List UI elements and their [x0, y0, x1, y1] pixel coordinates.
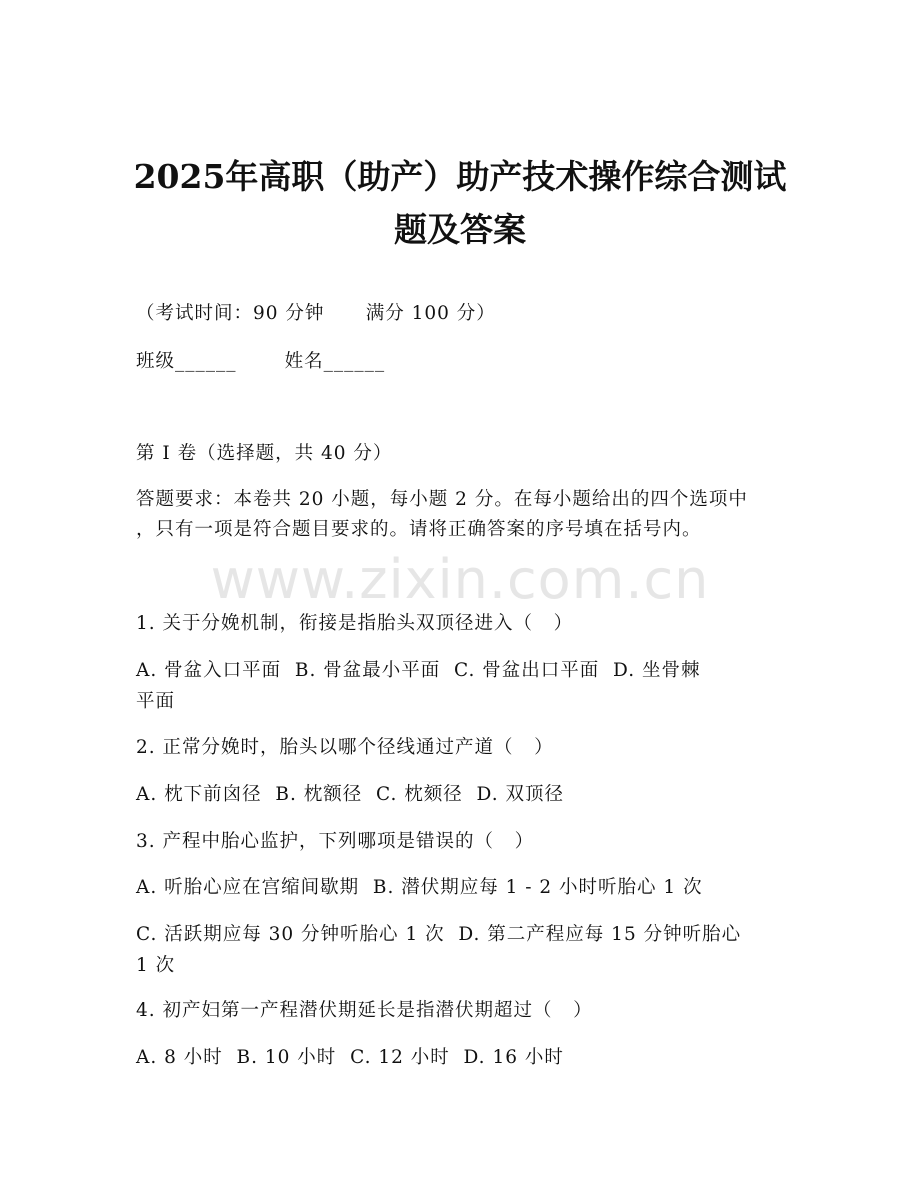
question-4-options: A. 8 小时 B. 10 小时 C. 12 小时 D. 16 小时: [136, 1047, 564, 1068]
question-3-options-line1: A. 听胎心应在宫缩间歇期 B. 潜伏期应每 1 - 2 小时听胎心 1 次: [136, 877, 703, 898]
question-1-stem: 1. 关于分娩机制，衔接是指胎头双顶径进入（ ）: [136, 613, 574, 634]
question-3-stem: 3. 产程中胎心监护，下列哪项是错误的（ ）: [136, 831, 535, 852]
question-3-options-line3: 1 次: [136, 955, 176, 976]
question-3-options-line2: C. 活跃期应每 30 分钟听胎心 1 次 D. 第二产程应每 15 分钟听胎心: [136, 924, 742, 945]
question-1-options-line1: A. 骨盆入口平面 B. 骨盆最小平面 C. 骨盆出口平面 D. 坐骨棘: [136, 660, 701, 681]
document-title-line2: 题及答案: [394, 210, 526, 249]
instructions-line2: ，只有一项是符合题目要求的。请将正确答案的序号填在括号内。: [136, 519, 702, 540]
class-name-fields: 班级______ 姓名______: [136, 351, 386, 372]
document-title-line1: 2025年高职（助产）助产技术操作综合测试: [133, 157, 787, 196]
question-1-options-line2: 平面: [136, 691, 176, 712]
instructions-line1: 答题要求：本卷共 20 小题，每小题 2 分。在每小题给出的四个选项中: [136, 489, 748, 510]
question-2-options: A. 枕下前囟径 B. 枕额径 C. 枕颏径 D. 双顶径: [136, 784, 564, 805]
section-heading: 第 I 卷（选择题，共 40 分）: [136, 443, 393, 464]
question-4-stem: 4. 初产妇第一产程潜伏期延长是指潜伏期超过（ ）: [136, 1000, 593, 1021]
question-2-stem: 2. 正常分娩时，胎头以哪个径线通过产道（ ）: [136, 737, 554, 758]
watermark: www.zixin.com.cn: [210, 548, 710, 611]
exam-info: （考试时间：90 分钟 满分 100 分）: [136, 303, 496, 324]
